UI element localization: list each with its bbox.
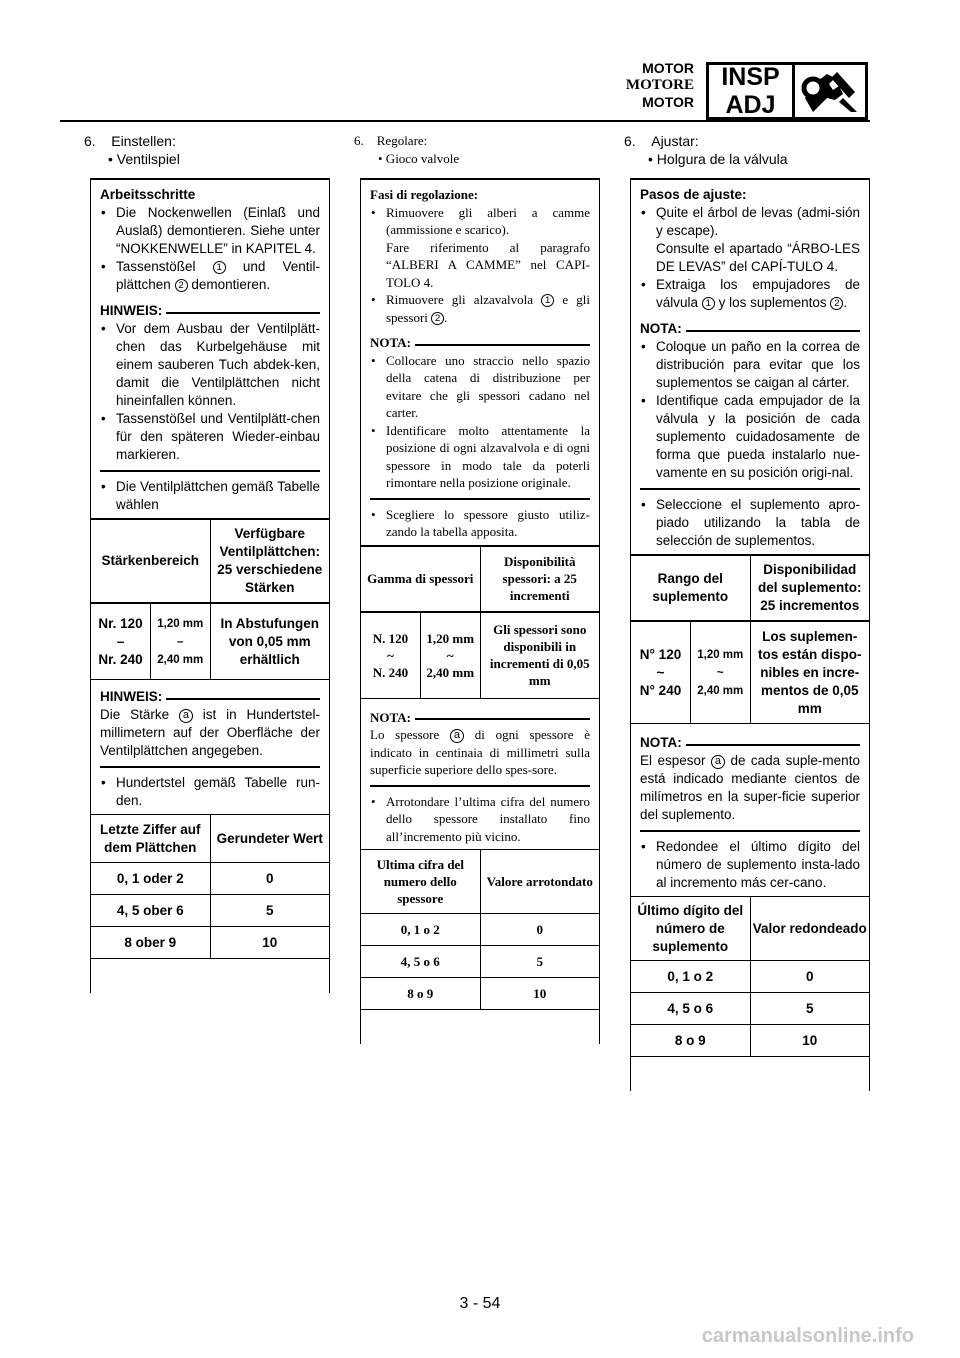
procedure-step: • Tassenstößel 1 und Ventil-plättchen 2 demontieren. (100, 258, 320, 294)
table-cell: 4, 5 ober 6 (91, 895, 210, 927)
callout-a: a (711, 755, 725, 769)
table-cell: 1,20 mm ~ 2,40 mm (691, 621, 751, 723)
wrench-tool-icon (795, 65, 865, 117)
step-subtitle: • Gioco valvole (378, 151, 460, 166)
procedure-step: • Rimuovere gli alberi a camme (ammissione e scarico). Fare riferimento al paragrafo “ALBERI A CAMME” nel CAPI-TOLO 4. (370, 204, 590, 292)
column-italian (354, 132, 600, 1044)
note-block (640, 320, 860, 490)
table-cell: 10 (210, 927, 329, 959)
insp-adj-badge (706, 62, 868, 120)
section-labels (626, 60, 694, 111)
table-cell: N° 120 ~ N° 240 (631, 621, 691, 723)
procedure-step: • Rimuovere gli alzavalvola 1 e gli spessori 2 . (370, 291, 590, 326)
table-cell: 8 o 9 (361, 978, 480, 1010)
table-cell: 0, 1 o 2 (361, 914, 480, 946)
table-cell: Los suplemen-tos están dispo-nibles en incre-mentos de 0,05 mm (750, 621, 869, 723)
procedure-step: • Scegliere lo spessore giusto utiliz-zando la tabella apposita. (370, 506, 590, 541)
table-cell: 0, 1 o 2 (631, 961, 750, 993)
table-cell: 5 (480, 946, 599, 978)
table-cell: In Abstufungen von 0,05 mm erhältlich (210, 603, 329, 679)
table-cell: 0 (750, 961, 869, 993)
note-item: • Identificare molto attentamente la posizione di ogni alzavalvola e di ogni spessore in modo tale da poterli rimontare nella posizione originale. (370, 422, 590, 492)
callout-1: 1 (213, 261, 226, 274)
section-label-de: MOTOR (642, 60, 694, 76)
procedure-step: • Quite el árbol de levas (admi-sión y escape). Consulte el apartado “ÁRBO-LES DE LEVAS” del CAPÍ-TULO 4. (640, 204, 860, 276)
callout-a: a (179, 709, 193, 723)
note-block (640, 734, 860, 832)
table-header: Letzte Ziffer auf dem Plättchen (91, 815, 210, 863)
note-item: • Tassenstößel und Ventilplätt-chen für den späteren Wieder-einbau markieren. (100, 410, 320, 464)
table-cell: 10 (750, 1025, 869, 1057)
table-header: Valore arrotondato (480, 850, 599, 914)
callout-1: 1 (541, 294, 554, 307)
table-cell: N. 120 ~ N. 240 (361, 612, 421, 698)
note-heading: HINWEIS: (100, 689, 163, 704)
procedure-step: • Die Nockenwellen (Einlaß und Auslaß) demontieren. Siehe unter “NOKKENWELLE” in KAPITEL 4. (100, 204, 320, 258)
table-header: Stärkenbereich (91, 519, 210, 603)
step-title: 6. Ajustar: (624, 133, 699, 149)
table-cell: 8 o 9 (631, 1025, 750, 1057)
rounding-table (631, 896, 869, 1091)
callout-2: 2 (175, 279, 188, 292)
procedure-title: Fasi di regolazione: (370, 187, 479, 202)
table-cell: Gli spessori sono disponibili in incrementi di 0,05 mm (480, 612, 599, 698)
page-number: 3 - 54 (459, 1295, 501, 1312)
procedure-step: • Die Ventilplättchen gemäß Tabelle wählen (100, 478, 320, 514)
header-rule (60, 120, 870, 122)
table-header: Ultima cifra del numero dello spessore (361, 850, 480, 914)
table-header: Último dígito del número de suplemento (631, 897, 750, 961)
procedure-box (630, 178, 870, 1091)
table-header: Rango del suplemento (631, 555, 750, 621)
table-cell: 1,20 mm – 2,40 mm (151, 603, 211, 679)
table-header: Verfügbare Ventilplättchen: 25 verschiedene Stärken (210, 519, 329, 603)
table-cell: 1,20 mm ~ 2,40 mm (421, 612, 481, 698)
step-title: 6. Einstellen: (84, 133, 176, 149)
section-label-es: MOTOR (642, 94, 694, 110)
badge-insp: INSP (721, 63, 780, 91)
table-cell: 4, 5 o 6 (631, 993, 750, 1025)
rounding-table (91, 814, 329, 993)
note-block (370, 334, 590, 500)
note-text: Lo spessore a di ogni spessore è indicato in centinaia di millimetri sulla superficie superiore dello spes-sore. (370, 727, 591, 777)
shim-range-table (361, 545, 599, 698)
table-header: Disponibilità spessori: a 25 incrementi (480, 546, 599, 612)
callout-2: 2 (431, 312, 444, 325)
callout-1: 1 (702, 297, 715, 310)
note-heading: NOTA: (640, 735, 682, 750)
shim-range-table (631, 554, 869, 723)
table-header: Gerundeter Wert (210, 815, 329, 863)
shim-range-table (91, 518, 329, 679)
procedure-step: • Seleccione el suplemento apro-piado utilizando la tabla de selección de suplementos. (640, 496, 860, 550)
procedure-step: • Extraiga los empujadores de válvula 1 y los suplementos 2 . (640, 276, 860, 312)
note-heading: NOTA: (370, 335, 411, 350)
note-block (100, 302, 320, 472)
callout-a: a (450, 729, 464, 743)
procedure-title: Pasos de ajuste: (640, 187, 747, 202)
procedure-title: Arbeitsschritte (100, 187, 196, 202)
note-heading: NOTA: (640, 321, 682, 336)
note-text: El espesor a de cada suple-mento está indicado mediante cientos de milímetros en la super-ficie superior del suplemento. (640, 753, 860, 822)
table-header: Disponibilidad del suplemento: 25 incrementos (750, 555, 869, 621)
table-header: Valor redondeado (750, 897, 869, 961)
note-item: • Vor dem Ausbau der Ventilplätt-chen das Kurbelgehäuse mit einem sauberen Tuch abdek-ken, damit die Ventilplättchen nicht hineinfallen können. (100, 320, 320, 410)
table-cell: 5 (210, 895, 329, 927)
step-subtitle: • Ventilspiel (108, 151, 180, 167)
table-cell: 5 (750, 993, 869, 1025)
watermark: carmanualsonline.info (701, 1325, 914, 1347)
table-header: Gamma di spessori (361, 546, 480, 612)
badge-adj: ADJ (725, 91, 776, 119)
note-item: • Collocare uno straccio nello spazio della catena di distribuzione per evitare che gli spessori cadano nel carter. (370, 352, 590, 422)
table-cell: 0, 1 oder 2 (91, 863, 210, 895)
procedure-step: • Hundertstel gemäß Tabelle run-den. (100, 774, 320, 810)
table-cell: 4, 5 o 6 (361, 946, 480, 978)
callout-2: 2 (830, 297, 843, 310)
column-german (84, 132, 330, 993)
section-label-it: MOTORE (625, 77, 694, 93)
note-item: • Identifique cada empujador de la válvula y la posición de cada suplemento cuidadosamente de forma que pueda instalarlo nue-vamente en su posición origi-nal. (640, 392, 860, 482)
table-cell: 10 (480, 978, 599, 1010)
step-subtitle: • Holgura de la válvula (648, 151, 788, 167)
note-heading: HINWEIS: (100, 303, 163, 318)
step-title: 6. Regolare: (354, 133, 428, 148)
table-cell: 0 (480, 914, 599, 946)
table-cell: 8 ober 9 (91, 927, 210, 959)
note-block (100, 688, 320, 768)
procedure-box (90, 178, 330, 993)
rounding-table (361, 849, 599, 1044)
table-cell: 0 (210, 863, 329, 895)
procedure-step: • Arrotondare l’ultima cifra del numero dello spessore installato fino all’incremento più vicino. (370, 793, 590, 846)
note-block (370, 709, 590, 787)
note-item: • Coloque un paño en la correa de distribución para evitar que los suplementos se caigan al cárter. (640, 338, 860, 392)
table-cell: Nr. 120 – Nr. 240 (91, 603, 151, 679)
column-spanish (624, 132, 870, 1091)
procedure-step: • Redondee el último dígito del número de suplemento insta-lado al incremento más cer-cano. (640, 838, 860, 892)
note-text: Die Stärke a ist in Hundertstel-millimetern auf der Oberfläche der Ventilplättchen angegeben. (100, 707, 320, 758)
note-heading: NOTA: (370, 709, 411, 725)
procedure-box (360, 178, 600, 1044)
